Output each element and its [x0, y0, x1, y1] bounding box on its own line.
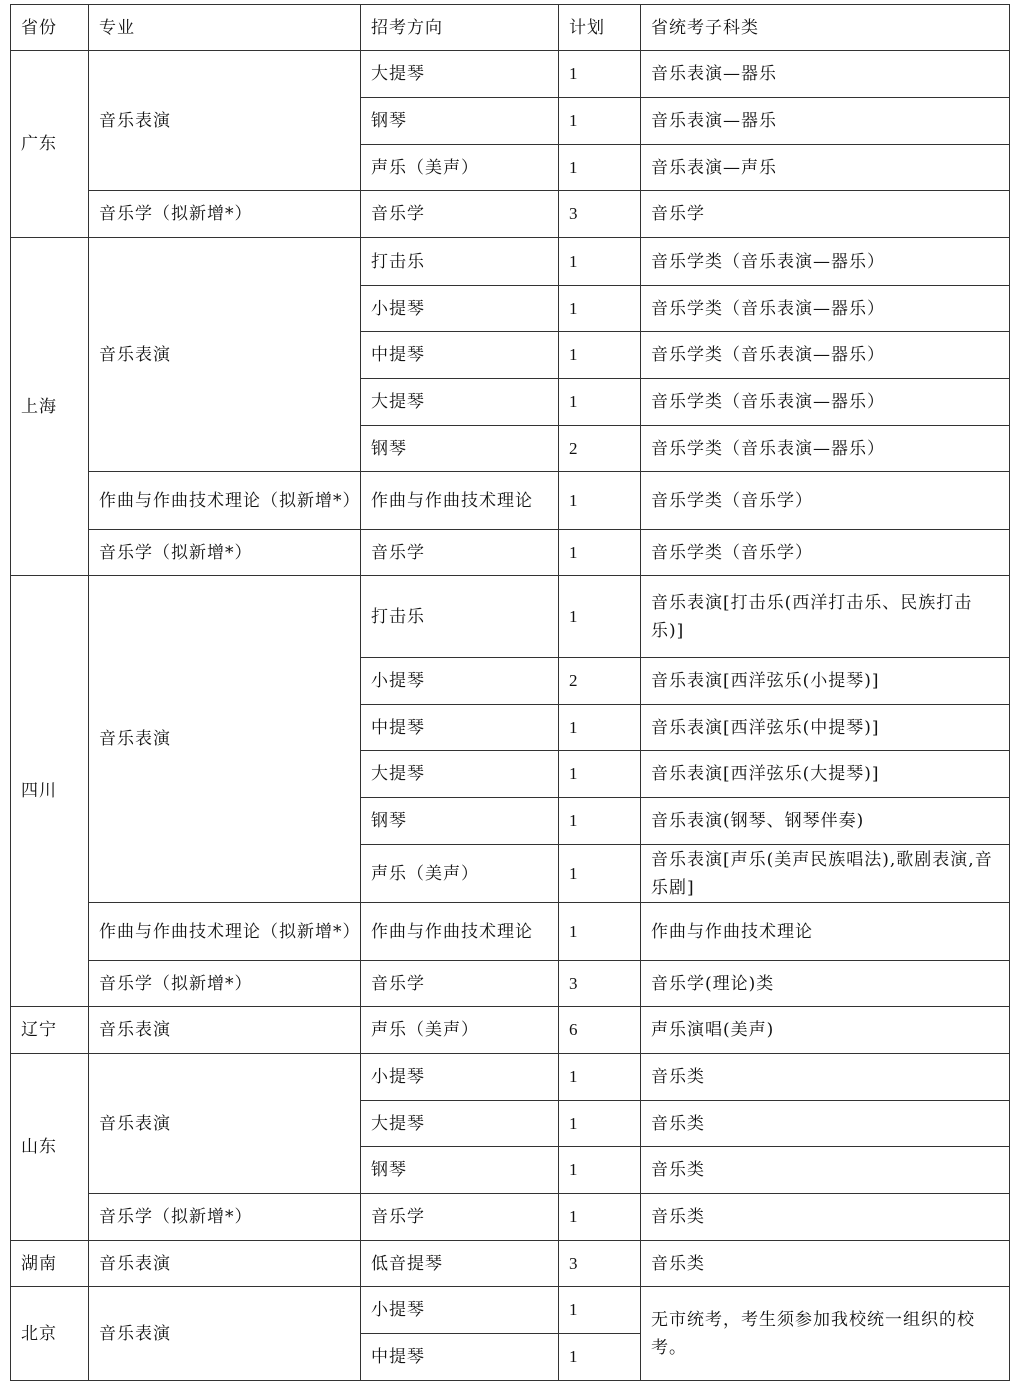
- major-cell: 音乐表演: [89, 1054, 361, 1194]
- category-cell: 音乐学类（音乐表演—器乐）: [641, 286, 1010, 332]
- direction-cell: 作曲与作曲技术理论: [361, 472, 559, 530]
- table-row: [11, 903, 1010, 961]
- province-cell: 四川: [11, 576, 89, 1007]
- plan-cell: 1: [559, 903, 641, 961]
- plan-cell: 1: [559, 705, 641, 751]
- category-cell: 音乐学类（音乐表演—器乐）: [641, 332, 1010, 379]
- major-cell: 音乐表演: [89, 1287, 361, 1381]
- category-cell: 音乐学类（音乐表演—器乐）: [641, 238, 1010, 286]
- direction-cell: 钢琴: [361, 98, 559, 145]
- major-cell: 音乐学（拟新增*）: [89, 530, 361, 576]
- plan-cell: 1: [559, 332, 641, 379]
- category-cell: 音乐表演(钢琴、钢琴伴奏): [641, 798, 1010, 845]
- header-plan: 计划: [559, 5, 641, 51]
- table-row: [11, 1287, 1010, 1334]
- category-cell: 音乐学类（音乐学）: [641, 472, 1010, 530]
- category-cell: 音乐学类（音乐表演—器乐）: [641, 426, 1010, 472]
- category-cell: 音乐表演—器乐: [641, 51, 1010, 98]
- plan-cell: 2: [559, 658, 641, 705]
- direction-cell: 低音提琴: [361, 1241, 559, 1287]
- direction-cell: 中提琴: [361, 1334, 559, 1381]
- table-header-row: [11, 5, 1010, 51]
- category-cell: 音乐表演—声乐: [641, 145, 1010, 191]
- province-cell: 湖南: [11, 1241, 89, 1287]
- direction-cell: 小提琴: [361, 658, 559, 705]
- category-cell: 音乐学: [641, 191, 1010, 238]
- plan-cell: 1: [559, 1147, 641, 1194]
- category-cell: 音乐表演—器乐: [641, 98, 1010, 145]
- province-cell: 山东: [11, 1054, 89, 1241]
- table-row: [11, 191, 1010, 238]
- plan-cell: 1: [559, 472, 641, 530]
- plan-cell: 3: [559, 961, 641, 1007]
- enrollment-plan-table: [10, 4, 1010, 1381]
- table-row: [11, 51, 1010, 98]
- category-cell: 音乐类: [641, 1054, 1010, 1101]
- direction-cell: 小提琴: [361, 1054, 559, 1101]
- direction-cell: 声乐（美声）: [361, 145, 559, 191]
- plan-cell: 1: [559, 1101, 641, 1147]
- category-cell: 音乐类: [641, 1194, 1010, 1241]
- category-cell: 音乐表演[声乐(美声民族唱法),歌剧表演,音乐剧]: [641, 845, 1010, 903]
- direction-cell: 音乐学: [361, 191, 559, 238]
- category-cell: 音乐学(理论)类: [641, 961, 1010, 1007]
- plan-cell: 2: [559, 426, 641, 472]
- table-row: [11, 1241, 1010, 1287]
- major-cell: 音乐学（拟新增*）: [89, 191, 361, 238]
- direction-cell: 中提琴: [361, 332, 559, 379]
- table-row: [11, 576, 1010, 658]
- direction-cell: 大提琴: [361, 751, 559, 798]
- category-cell: 音乐表演[打击乐(西洋打击乐、民族打击乐)]: [641, 576, 1010, 658]
- table-row: [11, 961, 1010, 1007]
- direction-cell: 钢琴: [361, 1147, 559, 1194]
- major-cell: 音乐学（拟新增*）: [89, 961, 361, 1007]
- plan-cell: 6: [559, 1007, 641, 1054]
- direction-cell: 小提琴: [361, 1287, 559, 1334]
- direction-cell: 大提琴: [361, 379, 559, 426]
- plan-cell: 1: [559, 98, 641, 145]
- direction-cell: 大提琴: [361, 1101, 559, 1147]
- plan-cell: 3: [559, 1241, 641, 1287]
- plan-cell: 1: [559, 379, 641, 426]
- category-cell: 音乐表演[西洋弦乐(大提琴)]: [641, 751, 1010, 798]
- major-cell: 作曲与作曲技术理论（拟新增*）: [89, 472, 361, 530]
- plan-cell: 1: [559, 530, 641, 576]
- category-cell: 音乐类: [641, 1241, 1010, 1287]
- category-cell: 声乐演唱(美声): [641, 1007, 1010, 1054]
- major-cell: 音乐表演: [89, 51, 361, 191]
- plan-cell: 3: [559, 191, 641, 238]
- category-cell: 音乐表演[西洋弦乐(中提琴)]: [641, 705, 1010, 751]
- header-category: 省统考子科类: [641, 5, 1010, 51]
- plan-cell: 1: [559, 576, 641, 658]
- header-province: 省份: [11, 5, 89, 51]
- header-direction: 招考方向: [361, 5, 559, 51]
- table-row: [11, 1194, 1010, 1241]
- plan-cell: 1: [559, 751, 641, 798]
- direction-cell: 打击乐: [361, 576, 559, 658]
- province-cell: 北京: [11, 1287, 89, 1381]
- direction-cell: 中提琴: [361, 705, 559, 751]
- direction-cell: 音乐学: [361, 961, 559, 1007]
- direction-cell: 大提琴: [361, 51, 559, 98]
- plan-cell: 1: [559, 1334, 641, 1381]
- direction-cell: 打击乐: [361, 238, 559, 286]
- table-row: [11, 238, 1010, 286]
- direction-cell: 小提琴: [361, 286, 559, 332]
- plan-cell: 1: [559, 286, 641, 332]
- plan-cell: 1: [559, 845, 641, 903]
- enrollment-table-container: [10, 4, 1010, 1381]
- direction-cell: 音乐学: [361, 530, 559, 576]
- category-cell: 音乐学类（音乐学）: [641, 530, 1010, 576]
- plan-cell: 1: [559, 1194, 641, 1241]
- table-row: [11, 472, 1010, 530]
- major-cell: 音乐表演: [89, 238, 361, 472]
- province-cell: 广东: [11, 51, 89, 238]
- major-cell: 音乐学（拟新增*）: [89, 1194, 361, 1241]
- category-cell: 音乐学类（音乐表演—器乐）: [641, 379, 1010, 426]
- table-body: [11, 51, 1010, 1381]
- plan-cell: 1: [559, 238, 641, 286]
- category-cell: 音乐类: [641, 1147, 1010, 1194]
- direction-cell: 钢琴: [361, 798, 559, 845]
- direction-cell: 声乐（美声）: [361, 845, 559, 903]
- category-cell: 作曲与作曲技术理论: [641, 903, 1010, 961]
- category-cell: 无市统考，考生须参加我校统一组织的校考。: [641, 1287, 1010, 1381]
- major-cell: 音乐表演: [89, 576, 361, 903]
- province-cell: 辽宁: [11, 1007, 89, 1054]
- direction-cell: 作曲与作曲技术理论: [361, 903, 559, 961]
- direction-cell: 音乐学: [361, 1194, 559, 1241]
- province-cell: 上海: [11, 238, 89, 576]
- major-cell: 作曲与作曲技术理论（拟新增*）: [89, 903, 361, 961]
- table-row: [11, 1054, 1010, 1101]
- major-cell: 音乐表演: [89, 1007, 361, 1054]
- category-cell: 音乐类: [641, 1101, 1010, 1147]
- plan-cell: 1: [559, 1054, 641, 1101]
- table-row: [11, 530, 1010, 576]
- direction-cell: 钢琴: [361, 426, 559, 472]
- plan-cell: 1: [559, 51, 641, 98]
- table-row: [11, 1007, 1010, 1054]
- plan-cell: 1: [559, 1287, 641, 1334]
- header-major: 专业: [89, 5, 361, 51]
- category-cell: 音乐表演[西洋弦乐(小提琴)]: [641, 658, 1010, 705]
- major-cell: 音乐表演: [89, 1241, 361, 1287]
- plan-cell: 1: [559, 145, 641, 191]
- direction-cell: 声乐（美声）: [361, 1007, 559, 1054]
- plan-cell: 1: [559, 798, 641, 845]
